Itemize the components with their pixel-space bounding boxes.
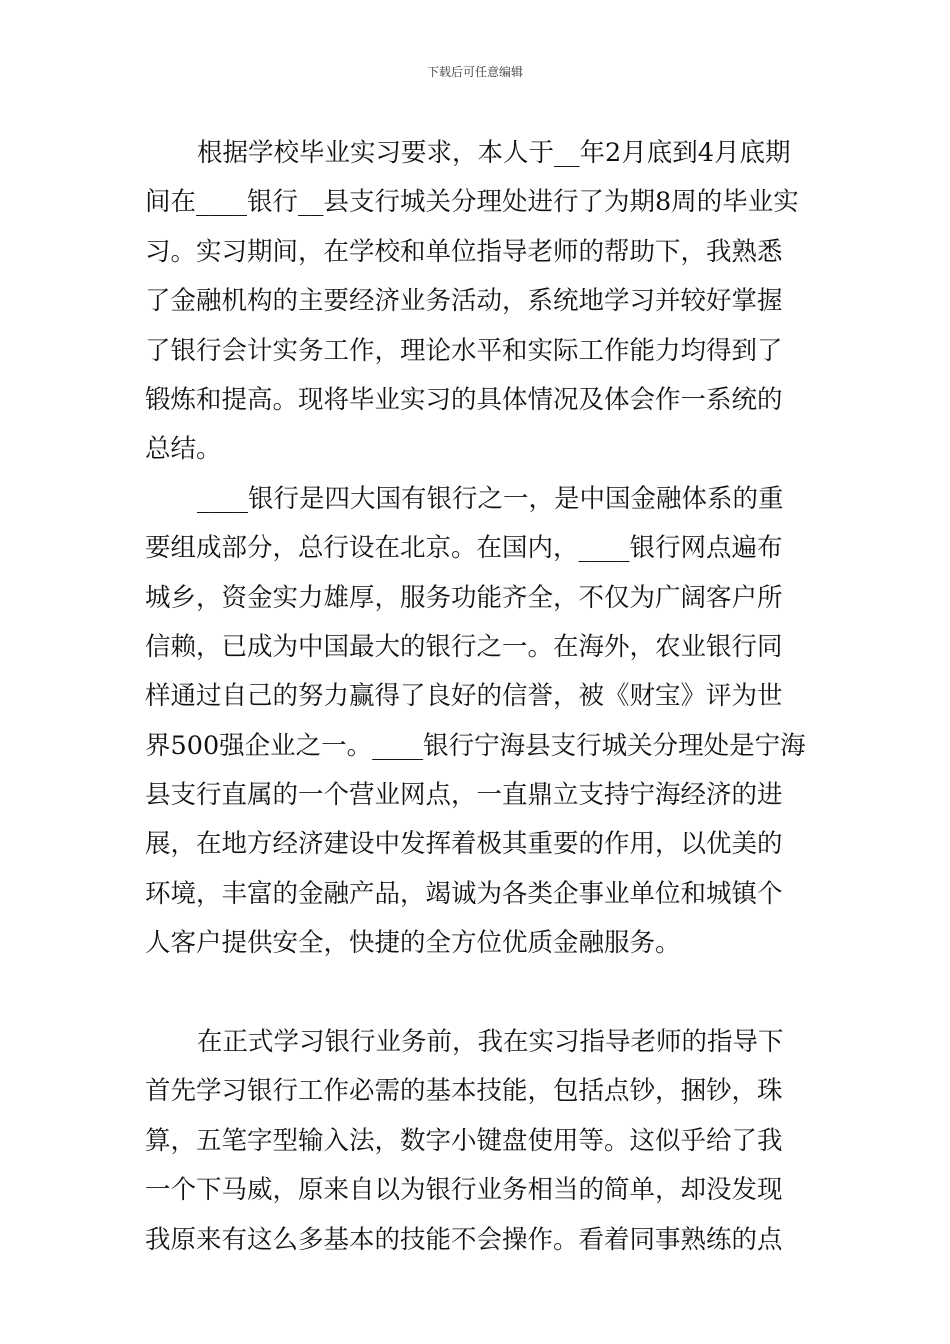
text-line: 人客户提供安全，快捷的全方位优质金融服务。 [145, 928, 681, 959]
page-header: 下载后可任意编辑 [426, 65, 523, 79]
text-line: 间在____银行__县支行城关分理处进行了为期8周的毕业实 [145, 187, 799, 218]
text-line: 要组成部分，总行设在北京。在国内，____银行网点遍布 [145, 533, 783, 564]
paragraph-2 [145, 475, 807, 1018]
text-line: 环境，丰富的金融产品，竭诚为各类企事业单位和城镇个 [145, 878, 783, 909]
text-line: 习。实习期间，在学校和单位指导老师的帮助下，我熟悉 [145, 236, 783, 267]
text-line: 根据学校毕业实习要求，本人于__年2月底到4月底期 [197, 138, 791, 168]
text-line: 我原来有这么多基本的技能不会操作。看着同事熟练的点 [145, 1224, 783, 1255]
text-line: 首先学习银行工作必需的基本技能，包括点钞，捆钞，珠 [145, 1076, 783, 1107]
text-line: ____银行是四大国有银行之一，是中国金融体系的重 [197, 483, 784, 514]
text-line: 总结。 [145, 434, 222, 465]
text-line: 样通过自己的努力赢得了良好的信誉，被《财宝》评为世 [145, 681, 783, 712]
text-line: 了金融机构的主要经济业务活动，系统地学习并较好掌握 [145, 286, 783, 317]
text-line: 城乡，资金实力雄厚，服务功能齐全，不仅为广阔客户所 [145, 582, 783, 613]
text-line: 一个下马威，原来自以为银行业务相当的简单，却没发现 [145, 1175, 783, 1206]
text-line: 界500强企业之一。____银行宁海县支行城关分理处是宁海 [145, 730, 806, 761]
paragraph-1 [145, 129, 807, 475]
text-line: 算，五笔字型输入法，数字小键盘使用等。这似乎给了我 [145, 1125, 783, 1156]
paragraph-3 [145, 1018, 807, 1265]
text-line: 县支行直属的一个营业网点，一直鼎立支持宁海经济的进 [145, 780, 783, 811]
text-line: 在正式学习银行业务前，我在实习指导老师的指导下 [197, 1027, 784, 1058]
text-line: 了银行会计实务工作，理论水平和实际工作能力均得到了 [145, 335, 783, 366]
text-line [145, 969, 807, 1018]
text-line: 锻炼和提高。现将毕业实习的具体情况及体会作一系统的 [145, 384, 783, 415]
text-line: 信赖，已成为中国最大的银行之一。在海外，农业银行同 [145, 631, 783, 662]
text-line: 展，在地方经济建设中发挥着极其重要的作用，以优美的 [145, 829, 783, 860]
document-body [145, 129, 807, 1265]
